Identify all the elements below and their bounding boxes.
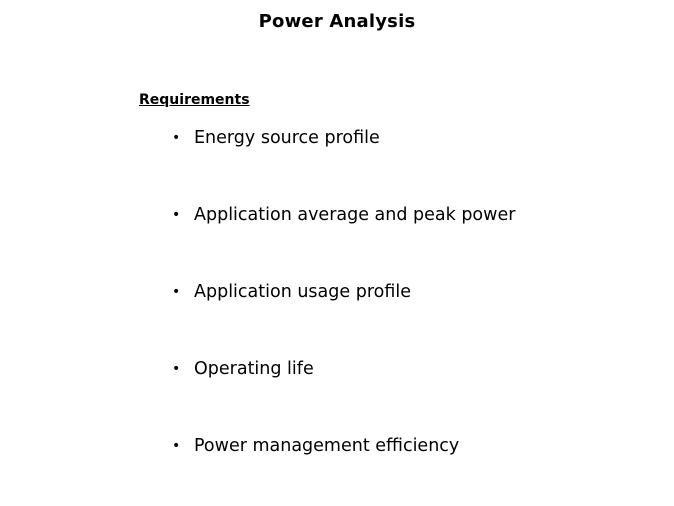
bullet-icon: • [172, 438, 181, 454]
bullet-text: Application average and peak power [194, 205, 516, 225]
bullet-icon: • [172, 284, 181, 300]
bullet-icon: • [172, 130, 181, 146]
section-heading: Requirements [139, 92, 250, 108]
bullet-icon: • [172, 361, 181, 377]
bullet-text: Energy source profile [194, 128, 380, 148]
bullet-text: Application usage profile [194, 282, 411, 302]
slide-title: Power Analysis [258, 11, 416, 32]
bullet-text: Power management efficiency [194, 436, 460, 456]
bullet-text: Operating life [194, 359, 314, 379]
bullet-icon: • [172, 207, 181, 223]
